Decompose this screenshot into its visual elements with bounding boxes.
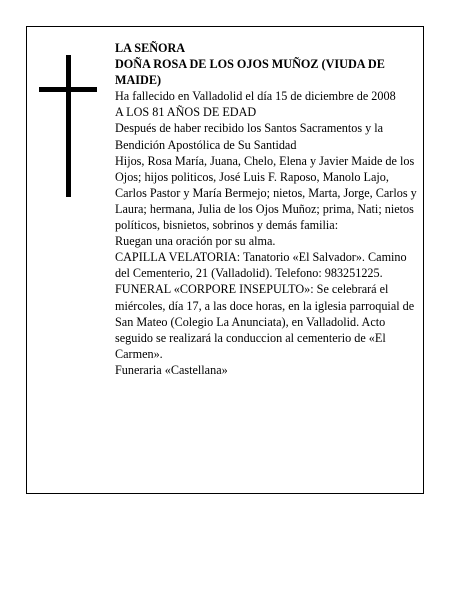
cross-horizontal-bar [39,87,97,92]
notice-text [115,40,423,378]
funeral-home: Funeraria «Castellana» [115,362,228,377]
age-line: A LOS 81 AÑOS DE EDAD [115,105,257,120]
deceased-name: DOÑA ROSA DE LOS OJOS MUÑOZ (VIUDA DE MAIDE) [115,57,385,88]
sacraments-line: Después de haber recibido los Santos Sacramentos y la Bendición Apostólica de Su Santidad [115,121,384,152]
funeral-info: FUNERAL «CORPORE INSEPULTO»: Se celebrará el miércoles, día 17, a las doce horas, en la iglesia parroquial de San Mateo (Colegio La Anunciata), en Valladolid. Acto seguido se realizará la conduccion al cementerio de «El Carmen». [115,282,415,361]
cross-vertical-bar [66,55,71,197]
heading-title: LA SEÑORA [115,41,186,55]
death-announcement: Ha fallecido en Valladolid el día 15 de diciembre de 2008 [115,89,396,104]
family-list: Hijos, Rosa María, Juana, Chelo, Elena y Javier Maide de los Ojos; hijos politicos, José Luis F. Raposo, Manolo Lajo, Carlos Pastor y María Bermejo; nietos, Marta, Jorge, Carlos y Laura; hermana, Julia de los Ojos Muñoz; prima, Nati; nietos políticos, bisnietos, sobrinos y demás familia: [115,153,417,233]
obituary-notice [26,26,424,494]
prayer-request: Ruegan una oración por su alma. [115,234,276,249]
chapel-info: CAPILLA VELATORIA: Tanatorio «El Salvador». Camino del Cementerio, 21 (Valladolid). Telefono: 983251225. [115,250,407,281]
